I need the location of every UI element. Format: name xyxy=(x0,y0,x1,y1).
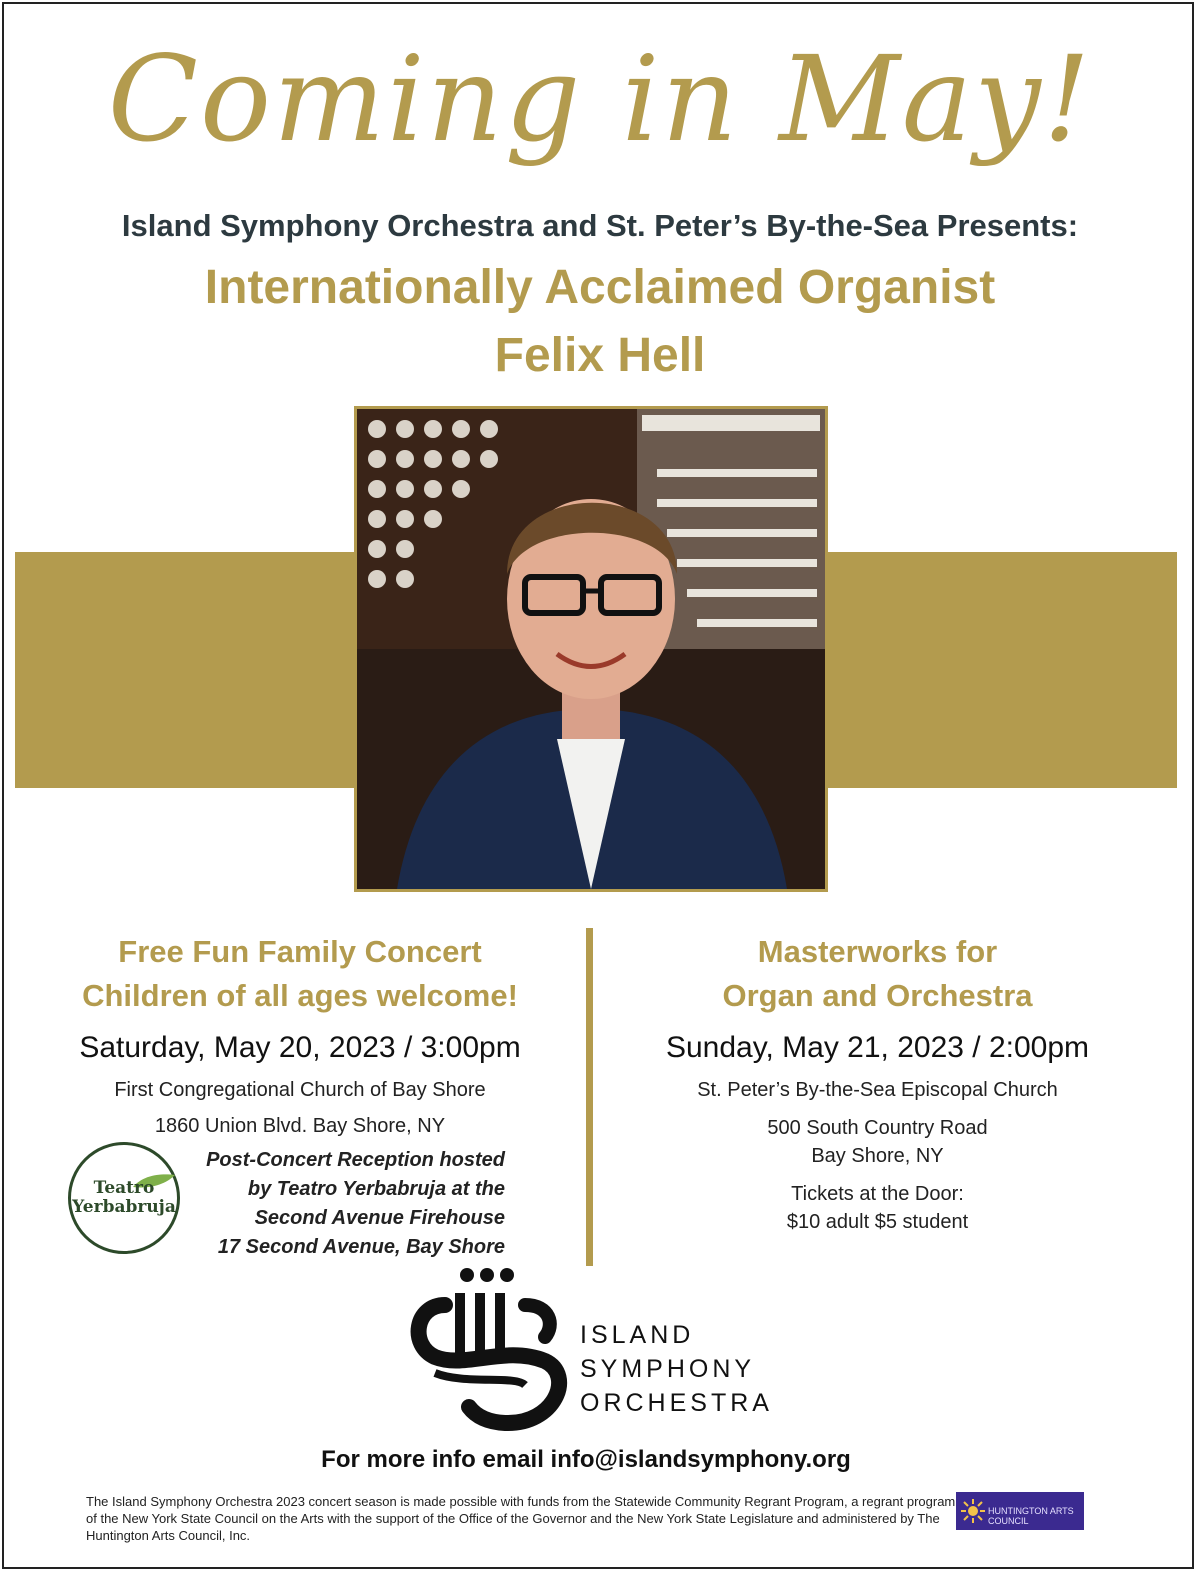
sun-icon xyxy=(960,1498,986,1524)
script-title: Coming in May! xyxy=(107,30,1093,168)
family-concert-title-2: Children of all ages welcome! xyxy=(82,978,518,1013)
teatro-logo-word-1: Teatro xyxy=(93,1178,155,1198)
family-concert-date: Saturday, May 20, 2023 / 3:00pm xyxy=(79,1031,521,1064)
masterworks-address-1: 500 South Country Road xyxy=(767,1117,988,1139)
family-concert-column xyxy=(30,930,570,1140)
headline-line-2: Felix Hell xyxy=(494,329,706,382)
presenters-line: Island Symphony Orchestra and St. Peter’s By-the-Sea Presents: xyxy=(121,208,1079,243)
headline-line-1: Internationally Acclaimed Organist xyxy=(204,261,996,314)
masterworks-venue: St. Peter’s By-the-Sea Episcopal Church xyxy=(697,1079,1058,1101)
reception-line-4: 17 Second Avenue, Bay Shore xyxy=(217,1236,505,1258)
masterworks-date: Sunday, May 21, 2023 / 2:00pm xyxy=(665,1031,1090,1064)
orchestra-logo-text xyxy=(580,1318,773,1420)
teatro-logo-word-2: Yerbabruja xyxy=(72,1197,176,1217)
funding-fine-print: The Island Symphony Orchestra 2023 concert season is made possible with funds from the Statewide Community Regrant Program, a regrant program of the New York State Council on the Arts with the support of the Office of the Governor and the New York State Legislature and administered by The Huntington Arts Council, Inc. xyxy=(86,1494,956,1543)
tickets-prices: $10 adult $5 student xyxy=(786,1211,969,1233)
huntington-logo-text: HUNTINGTON ARTS COUNCIL xyxy=(988,1506,1074,1526)
tickets-label: Tickets at the Door: xyxy=(791,1183,964,1205)
reception-line-1: Post-Concert Reception hosted xyxy=(206,1149,505,1171)
masterworks-title-1: Masterworks for xyxy=(757,934,998,969)
contact-email-line: For more info email info@islandsymphony.org xyxy=(321,1446,851,1473)
logo-word-island: ISLAND xyxy=(580,1321,695,1349)
family-concert-venue: First Congregational Church of Bay Shore xyxy=(114,1079,486,1101)
family-concert-title-1: Free Fun Family Concert xyxy=(118,934,482,969)
family-concert-address: 1860 Union Blvd. Bay Shore, NY xyxy=(154,1115,446,1137)
masterworks-address-2: Bay Shore, NY xyxy=(811,1145,944,1167)
logo-word-symphony: SYMPHONY xyxy=(580,1355,756,1383)
column-divider xyxy=(586,928,593,1266)
masterworks-title-2: Organ and Orchestra xyxy=(722,978,1033,1013)
teatro-yerbabruja-logo xyxy=(68,1142,180,1254)
reception-line-2: by Teatro Yerbabruja at the xyxy=(247,1178,505,1200)
reception-line-3: Second Avenue Firehouse xyxy=(254,1207,505,1229)
huntington-arts-council-logo xyxy=(956,1492,1084,1530)
logo-word-orchestra: ORCHESTRA xyxy=(580,1389,773,1417)
masterworks-column xyxy=(605,930,1150,1236)
reception-info xyxy=(170,1146,505,1262)
orchestra-emblem-icon xyxy=(405,1265,575,1435)
organist-photo xyxy=(354,406,828,892)
